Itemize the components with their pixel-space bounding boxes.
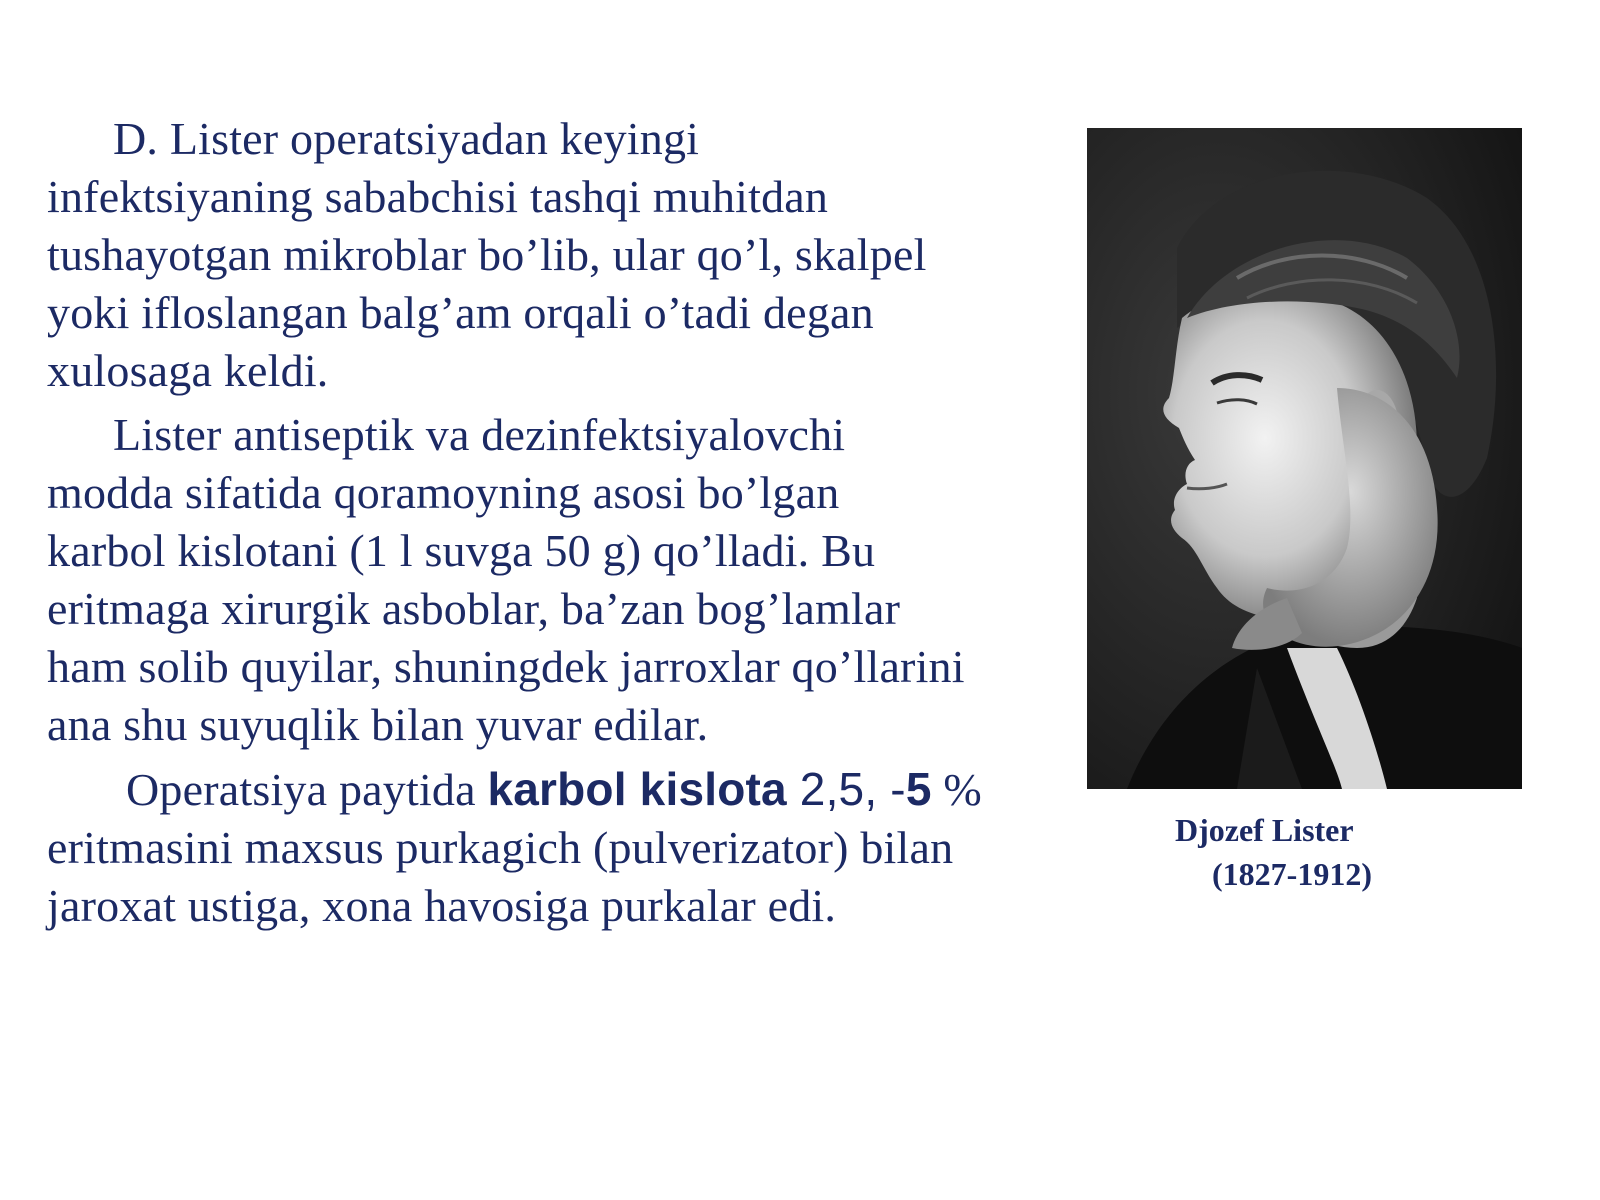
paragraph-3-text-a: Operatsiya paytida <box>126 764 488 815</box>
paragraph-2 <box>47 406 1087 754</box>
paragraph-3-text-b: 2,5, - <box>786 763 906 815</box>
portrait-photo <box>1087 128 1522 789</box>
paragraph-2-line-5: ham solib quyilar, shuningdek jarroxlar qo’llarini <box>47 641 965 692</box>
paragraph-2-line-3: karbol kislotani (1 l suvga 50 g) qo’lladi. Bu <box>47 525 876 576</box>
paragraph-2-line-4: eritmaga xirurgik asboblar, ba’zan bog’lamlar <box>47 583 901 634</box>
paragraph-1-line-1: D. Lister operatsiyadan keyingi <box>113 113 700 164</box>
caption-name: Djozef Lister <box>1175 812 1354 848</box>
paragraph-1-line-3: tushayotgan mikroblar bo’lib, ular qo’l, skalpel <box>47 229 927 280</box>
paragraph-2-line-1: Lister antiseptik va dezinfektsiyalovchi <box>113 409 846 460</box>
paragraph-1-line-2: infektsiyaning sababchisi tashqi muhitdan <box>47 171 829 222</box>
paragraph-3-line-3: jaroxat ustiga, xona havosiga purkalar edi. <box>47 880 837 931</box>
paragraph-1-line-5: xulosaga keldi. <box>47 345 329 396</box>
caption-years: (1827-1912) <box>1212 856 1372 892</box>
paragraph-3-bold-five: 5 <box>905 763 932 815</box>
portrait-illustration <box>1087 128 1522 789</box>
paragraph-3-line-1 <box>47 760 1087 819</box>
paragraph-3-bold-term: karbol kislota <box>487 763 787 815</box>
paragraph-2-line-6: ana shu suyuqlik bilan yuvar edilar. <box>47 699 709 750</box>
paragraph-3-text-c: % <box>931 764 982 815</box>
paragraph-3-line-2: eritmasini maxsus purkagich (pulverizator) bilan <box>47 822 954 873</box>
portrait-caption <box>1150 808 1410 896</box>
slide-body-text <box>47 110 1087 941</box>
paragraph-2-line-2: modda sifatida qoramoyning asosi bo’lgan <box>47 467 840 518</box>
paragraph-1-line-4: yoki ifloslangan balg’am orqali o’tadi degan <box>47 287 874 338</box>
paragraph-3 <box>47 760 1087 935</box>
paragraph-1 <box>47 110 1087 400</box>
